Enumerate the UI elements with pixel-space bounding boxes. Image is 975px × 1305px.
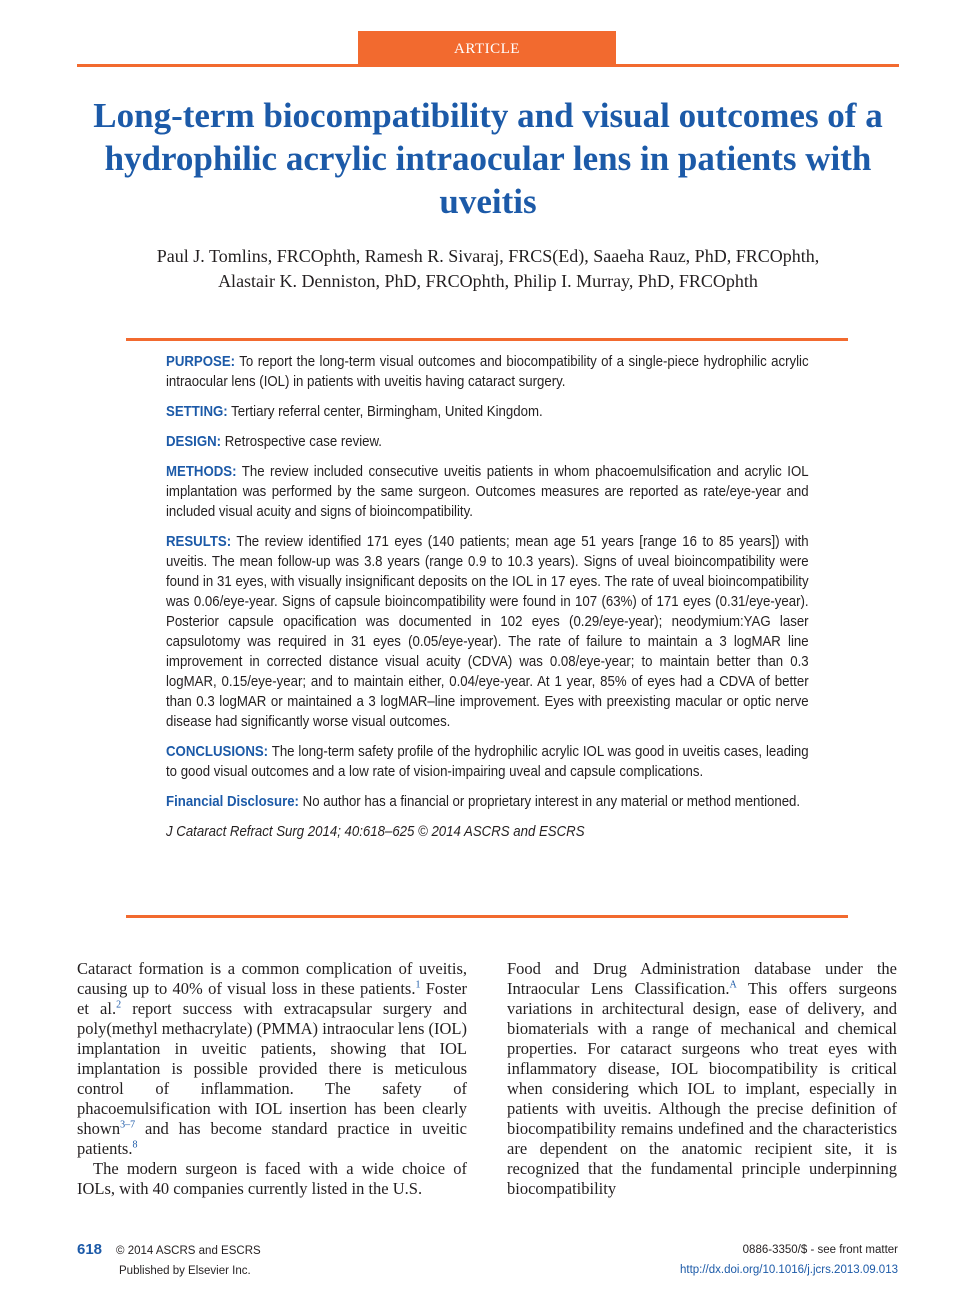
author-line-2: Alastair K. Denniston, PhD, FRCOphth, Philip I. Murray, PhD, FRCOphth — [218, 271, 758, 291]
body-column-left — [77, 959, 467, 1199]
abstract-results — [166, 532, 809, 732]
abstract — [166, 352, 809, 852]
abstract-design — [166, 432, 809, 452]
design-text: Retrospective case review. — [221, 434, 382, 450]
setting-text: Tertiary referral center, Birmingham, United Kingdom. — [227, 404, 543, 420]
design-label: DESIGN: — [166, 434, 222, 450]
body-paragraph — [77, 959, 467, 1159]
header-rule — [77, 64, 899, 67]
conclusions-text: The long-term safety profile of the hydrophilic acrylic IOL was good in uveitis cases, leading to good visual outcomes and a low rate of vision-impairing uveal and capsule complications. — [166, 744, 809, 780]
body-paragraph: The modern surgeon is faced with a wide choice of IOLs, with 40 companies currently listed in the U.S. — [77, 1159, 467, 1198]
doi-link[interactable]: http://dx.doi.org/10.1016/j.jcrs.2013.09.013 — [679, 1264, 898, 1276]
methods-label: METHODS: — [166, 464, 237, 480]
purpose-text: To report the long-term visual outcomes and biocompatibility of a single-piece hydrophilic acrylic intraocular lens (IOL) in patients with uveitis having cataract surgery. — [166, 354, 809, 390]
abstract-conclusions — [166, 742, 809, 782]
methods-text: The review included consecutive uveitis patients in whom phacoemulsification and acrylic IOL implantation was performed by the same surgeon. Outcomes measures are reported as rate/eye-year and included visual acuity and signs of bioincompatibility. — [166, 464, 809, 520]
publisher-line: Published by Elsevier Inc. — [119, 1265, 251, 1277]
reference-link[interactable]: 8 — [132, 1139, 138, 1151]
footer-left — [77, 1240, 261, 1281]
journal-citation: J Cataract Refract Surg 2014; 40:618–625 © 2014 ASCRS and ESCRS — [166, 824, 585, 840]
abstract-disclosure — [166, 792, 809, 812]
copyright-notice: © 2014 ASCRS and ESCRS — [116, 1245, 261, 1257]
purpose-label: PURPOSE: — [166, 354, 236, 370]
body-text: and has become standard practice in uveitic patients. — [77, 1119, 467, 1158]
disclosure-label: Financial Disclosure: — [166, 794, 299, 810]
article-title: Long-term biocompatibility and visual outcomes of a hydrophilic acrylic intraocular lens in patients with uveitis — [93, 96, 883, 221]
results-text: The review identified 171 eyes (140 patients; mean age 51 years [range 16 to 85 years]) with uveitis. The mean follow-up was 3.8 years (range 0.9 to 10.3 years). Signs of uveal bioincompatibility were found in 31 eyes, with visually insignificant deposits on the IOL in 17 eyes. The rate of uveal bioincompatibility was 0.06/eye-year. Signs of capsule bioincompatibility were found in 107 (63%) of 171 eyes (0.31/eye-year). Posterior capsule opacification was documented in 102 eyes (0.29/eye-year); neodymium:YAG laser capsulotomy was required in 31 eyes (0.05/eye-year). The rate of failure to maintain a 3 logMAR line improvement in corrected distance visual acuity (CDVA) was 0.08/eye-year; to maintain better than 0.3 logMAR, 0.15/eye-year; and to maintain either, 0.04/eye-year. At 1 year, 85% of eyes had a CDVA of better than 0.3 logMAR or maintained a 3 logMAR–line improvement. Eyes with preexisting macular or optic nerve disease had significantly worse visual outcomes. — [166, 534, 809, 730]
issn-line: 0886-3350/$ - see front matter — [742, 1244, 898, 1256]
reference-link[interactable]: 3–7 — [120, 1119, 136, 1131]
article-type-tag: ARTICLE — [358, 31, 616, 65]
body-text: This offers surgeons variations in architectural design, ease of delivery, and biomaterials with a range of mechanical and chemical properties. For cataract surgeons who treat eyes with inflammatory disease, IOL biocompatibility is critical when considering which IOL to implant, especially in patients with uveitis. Although the precise definition of biocompatibility remains undefined and the characteristics are dependent on the anatomic recipient site, it is recognized that the fundamental principle underpinning biocompatibility — [507, 979, 897, 1198]
abstract-bottom-rule — [126, 915, 848, 918]
setting-label: SETTING: — [166, 404, 228, 420]
disclosure-text: No author has a financial or proprietary interest in any material or method mentioned. — [298, 794, 801, 810]
abstract-top-rule — [126, 338, 848, 341]
body-column-right — [507, 959, 897, 1199]
author-list — [60, 244, 916, 294]
author-line-1: Paul J. Tomlins, FRCOphth, Ramesh R. Sivaraj, FRCS(Ed), Saaeha Rauz, PhD, FRCOphth, — [156, 246, 820, 266]
reference-link[interactable]: 1 — [415, 979, 421, 991]
body-text: report success with extracapsular surgery and poly(methyl methacrylate) (PMMA) intraocular lens (IOL) implantation in uveitic patients, showing that IOL implantation is possible provided there is meticulous control of inflammation. The safety of phacoemulsification with IOL insertion has been clearly shown — [77, 999, 467, 1138]
reference-link[interactable]: 2 — [116, 999, 122, 1011]
abstract-methods — [166, 462, 809, 522]
body-text: Cataract formation is a common complication of uveitis, causing up to 40% of visual loss in these patients. — [77, 959, 467, 998]
results-label: RESULTS: — [166, 534, 232, 550]
body-text: Foster et al. — [77, 979, 468, 1018]
reference-link[interactable]: A — [729, 979, 737, 991]
page-number: 618 — [77, 1241, 103, 1258]
abstract-setting — [166, 402, 809, 422]
body-paragraph — [507, 959, 897, 1199]
conclusions-label: CONCLUSIONS: — [166, 744, 269, 760]
abstract-purpose — [166, 352, 809, 392]
body-text: Food and Drug Administration database under the Intraocular Lens Classification. — [507, 959, 897, 998]
footer-right — [680, 1240, 898, 1280]
